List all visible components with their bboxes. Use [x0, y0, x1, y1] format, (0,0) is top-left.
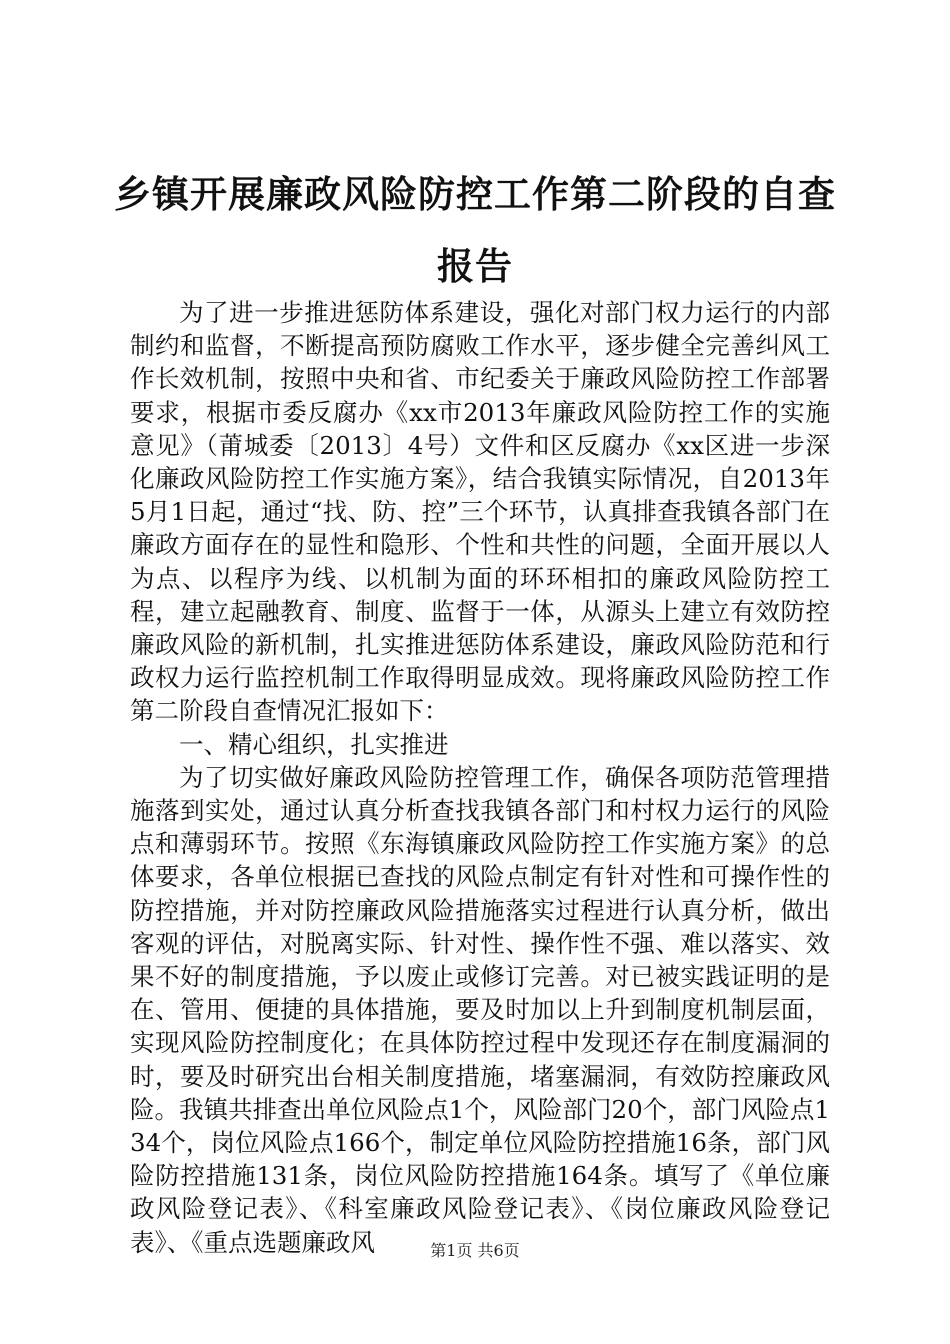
- section-heading-1: 一、精心组织，扎实推进: [179, 729, 449, 759]
- paragraph-section-1: 为了切实做好廉政风险防控管理工作，确保各项防范管理措施落到实处，通过认真分析查找我镇各部门和村权力运行的风险点和薄弱环节。按照《东海镇廉政风险防控工作实施方案》的总体要求，各单位根据已查找的风险点制定有针对性和可操作性的防控措施，并对防控廉政风险措施落实过程进行认真分析，做出客观的评估，对脱离实际、针对性、操作性不强、难以落实、效果不好的制度措施，予以废止或修订完善。对已被实践证明的是在、管用、便捷的具体措施，要及时加以上升到制度机制层面，实现风险防控制度化；在具体防控过程中发现还存在制度漏洞的时，要及时研究出台相关制度措施，堵塞漏洞，有效防控廉政风险。我镇共排查出单位风险点1个，风险部门20个，部门风险点134个，岗位风险点166个，制定单位风险防控措施16条，部门风险防控措施131条，岗位风险防控措施164条。填写了《单位廉政风险登记表》、《科室廉政风险登记表》、《岗位廉政风险登记表》、《重点选题廉政风: [130, 762, 830, 1257]
- paragraph-intro: 为了进一步推进惩防体系建设，强化对部门权力运行的内部制约和监督，不断提高预防腐败工作水平，逐步健全完善纠风工作长效机制，按照中央和省、市纪委关于廉政风险防控工作部署要求，根据市委反腐办《xx市2013年廉政风险防控工作的实施意见》（莆城委〔2013〕4号）文件和区反腐办《xx区进一步深化廉政风险防控工作实施方案》，结合我镇实际情况，自2013年5月1日起，通过“找、防、控”三个环节，认真排查我镇各部门在廉政方面存在的显性和隐形、个性和共性的问题，全面开展以人为点、以程序为线、以机制为面的环环相扣的廉政风险防控工程，建立起融教育、制度、监督于一体，从源头上建立有效防控廉政风险的新机制，扎实推进惩防体系建设，廉政风险防范和行政权力运行监控机制工作取得明显成效。现将廉政风险防控工作第二阶段自查情况汇报如下：: [130, 298, 830, 726]
- page-number-footer: 第1页 共6页: [430, 1241, 520, 1260]
- document-title: 乡镇开展廉政风险防控工作第二阶段的自查报告: [114, 172, 836, 288]
- document-body: [130, 296, 830, 1259]
